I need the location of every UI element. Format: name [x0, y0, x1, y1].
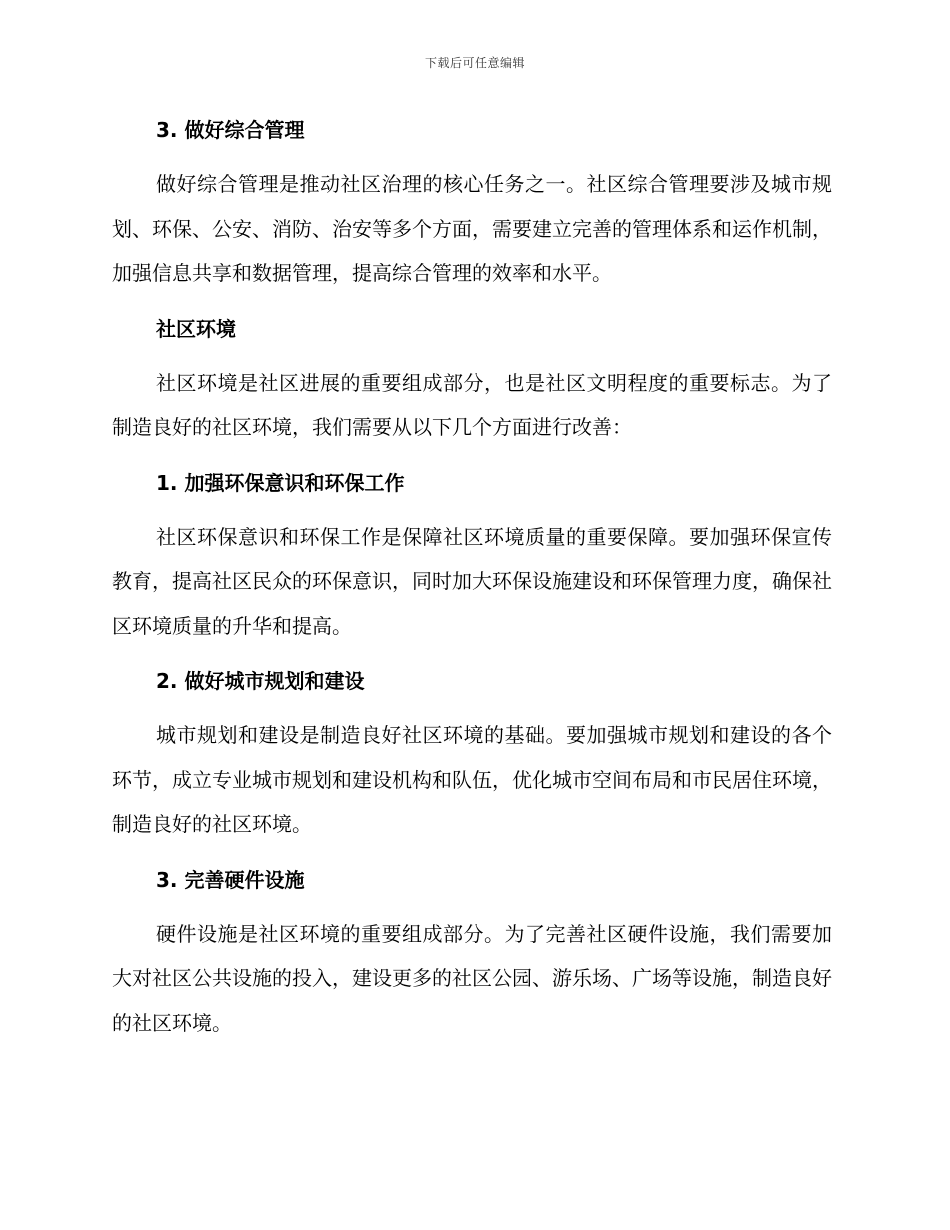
section-heading-urban-planning: 2. 做好城市规划和建设	[156, 669, 365, 693]
section-paragraph-urban-planning: 城市规划和建设是制造良好社区环境的基础。要加强城市规划和建设的各个环节，成立专业城市规划和建设机构和队伍，优化城市空间布局和市民居住环境，制造良好的社区环境。	[112, 723, 832, 836]
section-paragraph-comprehensive-management: 做好综合管理是推动社区治理的核心任务之一。社区综合管理要涉及城市规划、环保、公安、消防、治安等多个方面，需要建立完善的管理体系和运作机制，加强信息共享和数据管理，提高综合管理的效率和水平。	[112, 172, 832, 285]
page-header-note: 下载后可任意编辑	[424, 56, 525, 70]
section-heading-comprehensive-management: 3. 做好综合管理	[156, 118, 305, 142]
document-body	[112, 113, 832, 1045]
section-paragraph-hardware-facilities: 硬件设施是社区环境的重要组成部分。为了完善社区硬件设施，我们需要加大对社区公共设施的投入，建设更多的社区公园、游乐场、广场等设施，制造良好的社区环境。	[112, 921, 832, 1035]
section-paragraph-community-environment: 社区环境是社区进展的重要组成部分，也是社区文明程度的重要标志。为了制造良好的社区环境，我们需要从以下几个方面进行改善：	[112, 370, 832, 439]
section-heading-hardware-facilities: 3. 完善硬件设施	[156, 867, 305, 892]
section-heading-community-environment: 社区环境	[156, 316, 236, 341]
section-paragraph-environmental-awareness: 社区环保意识和环保工作是保障社区环境质量的重要保障。要加强环保宣传教育，提高社区民众的环保意识，同时加大环保设施建设和环保管理力度，确保社区环境质量的升华和提高。	[112, 524, 832, 638]
section-heading-environmental-awareness: 1. 加强环保意识和环保工作	[156, 470, 405, 495]
